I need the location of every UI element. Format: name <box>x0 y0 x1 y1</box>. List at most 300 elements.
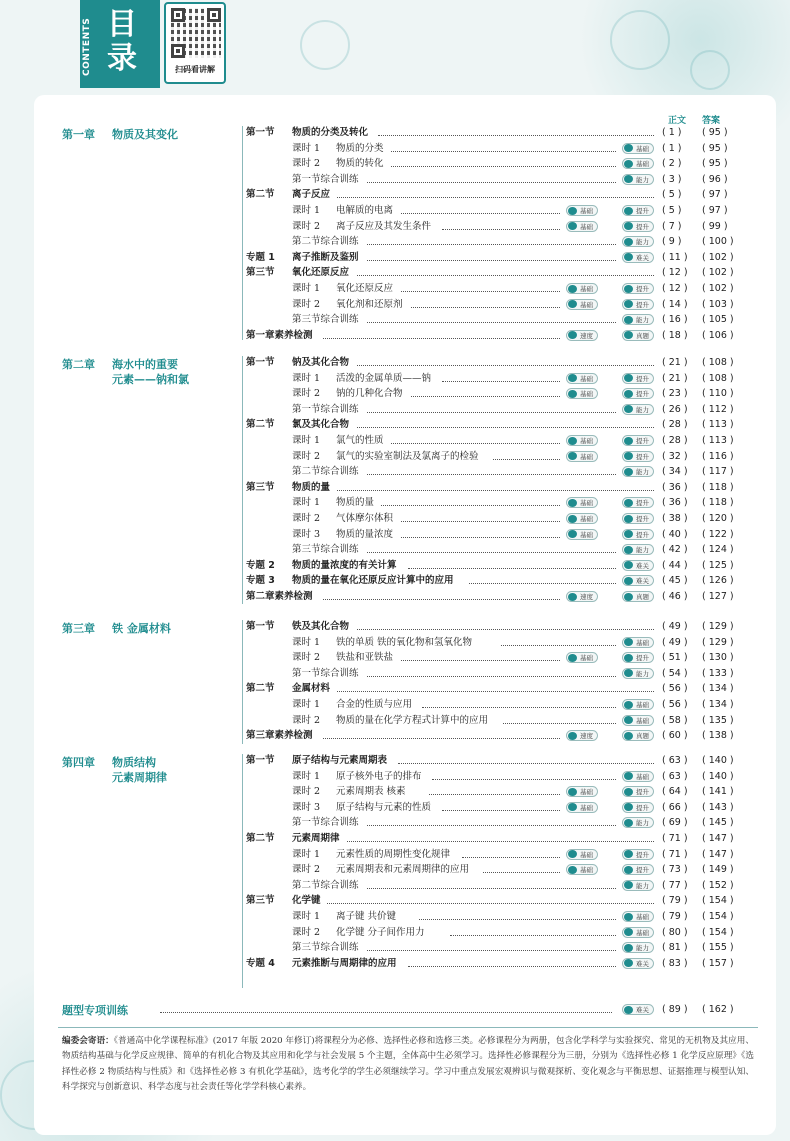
tag-nengli: 能力 <box>622 544 654 555</box>
page-number-main: ( 21 ) <box>662 357 688 368</box>
toc-row[interactable] <box>246 156 760 171</box>
toc-row[interactable] <box>246 558 760 573</box>
page-number-main: ( 66 ) <box>662 801 688 813</box>
tag-tisheng: 提升 <box>622 388 654 399</box>
tag-sudu: 速度 <box>566 591 598 602</box>
leader-dots <box>357 275 654 276</box>
tag-nanguan: 难关 <box>622 252 654 263</box>
toc-row[interactable] <box>246 542 760 557</box>
tag-jichu: 基础 <box>566 283 598 294</box>
page-number-answer: ( 152 ) <box>702 879 734 891</box>
tag-jichu: 基础 <box>566 849 598 860</box>
entry-title: 铁的单质 铁的氧化物和氢氧化物 <box>336 636 473 648</box>
leader-dots <box>401 537 560 538</box>
toc-row[interactable] <box>246 187 760 202</box>
entry-title: 物质的量 <box>292 481 331 493</box>
page-number-main: ( 80 ) <box>662 926 688 938</box>
lesson-label: 课时 1 <box>292 497 321 509</box>
toc-row[interactable] <box>246 728 760 743</box>
page-number-main: ( 5 ) <box>662 189 682 201</box>
entry-title: 物质的转化 <box>336 158 384 170</box>
lesson-label: 课时 2 <box>292 158 321 170</box>
page-number-main: ( 79 ) <box>662 895 688 907</box>
tag-jichu: 基础 <box>622 911 654 922</box>
entry-title: 元素周期律 <box>292 833 340 844</box>
page-title <box>100 8 144 76</box>
leader-dots <box>337 197 654 198</box>
leader-dots <box>419 919 616 920</box>
leader-dots <box>411 307 560 308</box>
toc-row[interactable] <box>246 371 760 386</box>
tag-jichu: 基础 <box>566 513 598 524</box>
section-label: 第三节 <box>246 481 275 493</box>
chapter-title: 海水中的重要 <box>112 358 178 371</box>
tag-zhenti: 真题 <box>622 730 654 741</box>
page-number-answer: ( 120 ) <box>702 513 734 524</box>
section-label: 第二节 <box>246 189 275 201</box>
page-number-answer: ( 143 ) <box>702 801 734 813</box>
page-number-main: ( 40 ) <box>662 528 688 540</box>
toc-row[interactable] <box>246 697 760 712</box>
leader-dots <box>357 629 654 630</box>
tag-nengli: 能力 <box>622 942 654 953</box>
leader-dots <box>442 229 560 230</box>
entry-title: 物质的量在氧化还原反应计算中的应用 <box>292 575 454 587</box>
leader-dots <box>323 338 560 339</box>
section-label: 第二节 <box>246 683 275 695</box>
lesson-label: 课时 1 <box>292 699 321 710</box>
leader-dots <box>391 443 560 444</box>
toc-row[interactable] <box>246 464 760 479</box>
tag-jichu: 基础 <box>622 699 654 710</box>
page-number-main: ( 89 ) <box>662 1004 688 1015</box>
toc-row[interactable] <box>246 956 760 971</box>
toc-row[interactable] <box>246 862 760 877</box>
section-label: 第三节 <box>246 267 275 279</box>
entry-title: 金属材料 <box>292 683 331 695</box>
qr-code-card[interactable] <box>164 2 226 84</box>
page-number-answer: ( 117 ) <box>702 466 734 478</box>
lesson-label: 课时 2 <box>292 714 321 726</box>
page-number-main: ( 51 ) <box>662 652 688 664</box>
toc-row[interactable] <box>246 769 760 784</box>
page-number-answer: ( 103 ) <box>702 298 734 310</box>
column-head-main: 正文 <box>668 116 687 126</box>
page-number-answer: ( 112 ) <box>702 403 734 415</box>
toc-row[interactable] <box>246 355 760 370</box>
toc-row[interactable] <box>246 449 760 464</box>
tag-jichu: 基础 <box>622 158 654 169</box>
entry-title: 元素性质的周期性变化规律 <box>336 848 451 860</box>
leader-dots <box>337 490 654 491</box>
toc-row[interactable] <box>246 713 760 728</box>
page-number-main: ( 54 ) <box>662 667 688 679</box>
page-number-main: ( 42 ) <box>662 544 688 556</box>
entry-title: 氧化还原反应 <box>336 283 394 294</box>
section-label: 第三节 <box>246 895 275 907</box>
lesson-label: 课时 2 <box>292 450 321 462</box>
chapter-title-line2: 元素——钠和氯 <box>112 373 189 386</box>
page-number-answer: ( 127 ) <box>702 591 734 602</box>
toc-row[interactable] <box>246 402 760 417</box>
page-number-answer: ( 134 ) <box>702 683 734 695</box>
page-number-main: ( 64 ) <box>662 786 688 798</box>
entry-title: 物质的量浓度 <box>336 528 394 540</box>
page-number-main: ( 71 ) <box>662 848 688 860</box>
section-label: 第三章素养检测 <box>246 730 313 742</box>
page-number-main: ( 34 ) <box>662 466 688 478</box>
page-number-answer: ( 95 ) <box>702 158 728 170</box>
leader-dots <box>391 151 616 152</box>
toc-row[interactable] <box>246 784 760 799</box>
tag-jichu: 基础 <box>566 221 598 232</box>
page-number-answer: ( 105 ) <box>702 314 734 326</box>
tag-nengli: 能力 <box>622 880 654 891</box>
page-number-main: ( 28 ) <box>662 419 688 431</box>
page-number-main: ( 79 ) <box>662 911 688 922</box>
entry-title: 原子结构与元素周期表 <box>292 755 388 766</box>
page-number-main: ( 18 ) <box>662 329 688 341</box>
tag-nanguan: 难关 <box>622 560 654 571</box>
page-number-answer: ( 122 ) <box>702 528 734 540</box>
page-number-main: ( 49 ) <box>662 621 688 632</box>
entry-title: 合金的性质与应用 <box>336 699 413 710</box>
leader-dots <box>323 599 560 600</box>
page-number-answer: ( 95 ) <box>702 127 728 138</box>
leader-dots <box>367 474 616 475</box>
leader-dots <box>401 291 560 292</box>
tag-jichu: 基础 <box>566 652 598 663</box>
leader-dots <box>408 568 616 569</box>
leader-dots <box>483 872 560 873</box>
entry-title: 物质的分类及转化 <box>292 127 369 138</box>
leader-dots <box>401 213 560 214</box>
page-number-answer: ( 113 ) <box>702 419 734 431</box>
leader-dots <box>367 412 616 413</box>
leader-dots <box>367 552 616 553</box>
page-number-main: ( 49 ) <box>662 636 688 648</box>
leader-dots <box>381 505 560 506</box>
lesson-label: 课时 1 <box>292 848 321 860</box>
entry-title: 第二节综合训练 <box>292 236 359 248</box>
toc-row[interactable] <box>246 125 760 140</box>
tag-nengli: 能力 <box>622 668 654 679</box>
page-number-answer: ( 116 ) <box>702 450 734 462</box>
toc-row[interactable] <box>246 940 760 955</box>
section-label: 第一节 <box>246 621 275 632</box>
entry-title: 钠的几种化合物 <box>336 388 403 400</box>
entry-title: 物质的量浓度的有关计算 <box>292 559 397 571</box>
page-number-answer: ( 96 ) <box>702 173 728 185</box>
page-number-main: ( 71 ) <box>662 833 688 844</box>
tag-nengli: 能力 <box>622 236 654 247</box>
page-number-answer: ( 147 ) <box>702 848 734 860</box>
toc-row[interactable] <box>246 650 760 665</box>
toc-row[interactable] <box>246 527 760 542</box>
decorative-ring <box>690 50 730 90</box>
toc-row[interactable] <box>246 250 760 265</box>
entry-title: 第三节综合训练 <box>292 314 359 326</box>
divider <box>58 1027 758 1028</box>
lesson-label: 课时 1 <box>292 770 321 782</box>
toc-row[interactable] <box>246 753 760 768</box>
entry-title: 铁盐和亚铁盐 <box>336 652 394 664</box>
page-number-main: ( 63 ) <box>662 770 688 782</box>
tag-jichu: 基础 <box>566 529 598 540</box>
chapter-2-heading[interactable] <box>62 357 232 387</box>
leader-dots <box>367 825 616 826</box>
page-number-answer: ( 110 ) <box>702 388 734 400</box>
page-number-main: ( 26 ) <box>662 403 688 415</box>
toc-row[interactable] <box>246 511 760 526</box>
toc-row[interactable] <box>246 219 760 234</box>
entry-title: 氯及其化合物 <box>292 419 350 431</box>
page-number-main: ( 46 ) <box>662 591 688 602</box>
tag-jichu: 基础 <box>566 299 598 310</box>
lesson-label: 课时 1 <box>292 911 321 922</box>
section-label: 第一章素养检测 <box>246 329 313 341</box>
tag-jichu: 基础 <box>622 637 654 648</box>
leader-dots <box>391 166 616 167</box>
toc-row[interactable] <box>246 815 760 830</box>
page-number-answer: ( 149 ) <box>702 864 734 876</box>
page-number-main: ( 9 ) <box>662 236 682 248</box>
chapter-title: 物质及其变化 <box>112 128 178 141</box>
leader-dots <box>411 396 560 397</box>
page-number-answer: ( 154 ) <box>702 911 734 922</box>
page-number-answer: ( 147 ) <box>702 833 734 844</box>
toc-row[interactable] <box>246 281 760 296</box>
toc-row[interactable] <box>246 480 760 495</box>
chapter-3-heading[interactable] <box>62 621 232 636</box>
page-number-main: ( 2 ) <box>662 158 682 170</box>
entry-title: 原子核外电子的排布 <box>336 770 422 782</box>
page-number-answer: ( 97 ) <box>702 205 728 216</box>
leader-dots <box>367 182 616 183</box>
toc-row[interactable] <box>246 297 760 312</box>
page-number-main: ( 56 ) <box>662 699 688 710</box>
toc-row[interactable] <box>246 878 760 893</box>
entry-title: 物质的量在化学方程式计算中的应用 <box>336 714 489 726</box>
page-number-main: ( 5 ) <box>662 205 682 216</box>
page-number-answer: ( 125 ) <box>702 559 734 571</box>
tag-jichu: 基础 <box>622 771 654 782</box>
leader-dots <box>493 459 560 460</box>
page-number-main: ( 7 ) <box>662 220 682 232</box>
page-number-answer: ( 145 ) <box>702 817 734 829</box>
tag-tisheng: 提升 <box>622 205 654 216</box>
leader-dots <box>357 365 654 366</box>
tag-nengli: 能力 <box>622 314 654 325</box>
note-lead: 编委会寄语： <box>62 1036 114 1046</box>
lesson-label: 课时 2 <box>292 513 321 524</box>
entry-title: 氧化剂和还原剂 <box>336 298 403 310</box>
page-number-answer: ( 113 ) <box>702 435 734 446</box>
leader-dots <box>442 381 560 382</box>
entry-title: 物质的量 <box>336 497 375 509</box>
page-number-answer: ( 95 ) <box>702 142 728 154</box>
page-number-main: ( 12 ) <box>662 267 688 279</box>
section-label: 第二节 <box>246 419 275 431</box>
toc-row[interactable] <box>246 312 760 327</box>
leader-dots <box>398 763 654 764</box>
leader-dots <box>367 244 616 245</box>
page-number-answer: ( 133 ) <box>702 667 734 679</box>
page-number-answer: ( 141 ) <box>702 786 734 798</box>
toc-row[interactable] <box>246 893 760 908</box>
leader-dots <box>469 583 616 584</box>
toc-row[interactable] <box>246 172 760 187</box>
entry-title: 气体摩尔体积 <box>336 513 394 524</box>
toc-row[interactable] <box>246 573 760 588</box>
page-number-answer: ( 106 ) <box>702 329 734 341</box>
entry-title: 氯气的实验室制法及氯离子的检验 <box>336 450 479 462</box>
entry-title: 钠及其化合物 <box>292 357 350 368</box>
chapter-number: 第一章 <box>62 128 95 141</box>
tag-nengli: 能力 <box>622 404 654 415</box>
page-number-answer: ( 155 ) <box>702 942 734 954</box>
tag-jichu: 基础 <box>566 373 598 384</box>
page-number-answer: ( 108 ) <box>702 372 734 384</box>
section-label: 专题 1 <box>246 251 275 263</box>
lesson-label: 课时 3 <box>292 801 321 813</box>
toc-row[interactable] <box>246 909 760 924</box>
tag-nanguan: 难关 <box>622 958 654 969</box>
lesson-label: 课时 1 <box>292 636 321 648</box>
toc-row[interactable] <box>246 681 760 696</box>
tag-nanguan: 难关 <box>622 575 654 586</box>
lesson-label: 课时 2 <box>292 298 321 310</box>
page-number-answer: ( 138 ) <box>702 730 734 742</box>
chapter-4-heading[interactable] <box>62 755 232 785</box>
entry-title: 第一节综合训练 <box>292 403 359 415</box>
page-number-answer: ( 140 ) <box>702 770 734 782</box>
tag-jichu: 基础 <box>566 451 598 462</box>
toc-row[interactable] <box>246 433 760 448</box>
page-number-main: ( 60 ) <box>662 730 688 742</box>
toc-row[interactable] <box>246 141 760 156</box>
leader-dots <box>501 645 616 646</box>
page-number-main: ( 44 ) <box>662 559 688 571</box>
toc-row[interactable] <box>246 635 760 650</box>
toc-row[interactable] <box>246 831 760 846</box>
toc-row[interactable] <box>246 328 760 343</box>
special-training-title[interactable]: 题型专项训练 <box>62 1004 128 1017</box>
chapter-title-line2: 元素周期律 <box>112 771 167 784</box>
tag-jichu: 基础 <box>622 927 654 938</box>
page-number-answer: ( 97 ) <box>702 189 728 201</box>
leader-dots <box>442 810 560 811</box>
chapter-1-divider <box>242 126 243 340</box>
page-number-answer: ( 118 ) <box>702 497 734 509</box>
section-label: 第一节 <box>246 127 275 138</box>
editorial-note <box>62 1034 754 1095</box>
leader-dots <box>503 723 616 724</box>
entry-title: 氯气的性质 <box>336 435 384 446</box>
toc-row[interactable] <box>246 666 760 681</box>
lesson-label: 课时 1 <box>292 142 321 154</box>
leader-dots <box>367 322 616 323</box>
page-number-main: ( 16 ) <box>662 314 688 326</box>
chapter-title: 铁 金属材料 <box>112 622 171 635</box>
page-number-answer: ( 129 ) <box>702 636 734 648</box>
leader-dots <box>401 521 560 522</box>
section-label: 第一节 <box>246 755 275 766</box>
entry-title: 第二节综合训练 <box>292 879 359 891</box>
section-label: 专题 3 <box>246 575 275 587</box>
entry-title: 氧化还原反应 <box>292 267 350 279</box>
page-number-answer: ( 130 ) <box>702 652 734 664</box>
tag-tisheng: 提升 <box>622 802 654 813</box>
leader-dots <box>432 779 616 780</box>
toc-row[interactable] <box>246 265 760 280</box>
leader-dots <box>347 841 654 842</box>
page-number-main: ( 45 ) <box>662 575 688 587</box>
toc-row[interactable] <box>246 234 760 249</box>
page-number-main: ( 23 ) <box>662 388 688 400</box>
decorative-ring <box>610 10 670 70</box>
leader-dots <box>357 427 654 428</box>
page-number-main: ( 14 ) <box>662 298 688 310</box>
lesson-label: 课时 2 <box>292 926 321 938</box>
tag-tisheng: 提升 <box>622 451 654 462</box>
entry-title: 第三节综合训练 <box>292 942 359 954</box>
entry-title: 铁及其化合物 <box>292 621 350 632</box>
toc-row[interactable] <box>246 495 760 510</box>
page-number-answer: ( 124 ) <box>702 544 734 556</box>
tag-tisheng: 提升 <box>622 435 654 446</box>
lesson-label: 课时 2 <box>292 652 321 664</box>
toc-row[interactable] <box>246 417 760 432</box>
lesson-label: 课时 2 <box>292 388 321 400</box>
toc-row[interactable] <box>246 386 760 401</box>
entry-title: 第一节综合训练 <box>292 173 359 185</box>
page-number-answer: ( 100 ) <box>702 236 734 248</box>
leader-dots <box>408 966 616 967</box>
tag-nengli: 能力 <box>622 174 654 185</box>
tag-jichu: 基础 <box>566 497 598 508</box>
leader-dots <box>367 888 616 889</box>
page-number-answer: ( 102 ) <box>702 283 734 294</box>
chapter-title: 物质结构 <box>112 756 156 769</box>
difficulty-tag: 难关 <box>622 1004 654 1015</box>
page-number-answer: ( 102 ) <box>702 251 734 263</box>
tag-tisheng: 提升 <box>622 283 654 294</box>
tag-sudu: 速度 <box>566 330 598 341</box>
page-number-main: ( 3 ) <box>662 173 682 185</box>
chapter-number: 第二章 <box>62 358 95 371</box>
entry-title: 电解质的电离 <box>336 205 394 216</box>
decorative-ring <box>300 20 350 70</box>
page-number-answer: ( 118 ) <box>702 481 734 493</box>
leader-dots <box>450 935 616 936</box>
tag-tisheng: 提升 <box>622 221 654 232</box>
page-number-main: ( 28 ) <box>662 435 688 446</box>
section-label: 第一节 <box>246 357 275 368</box>
page-number-answer: ( 134 ) <box>702 699 734 710</box>
tag-sudu: 速度 <box>566 730 598 741</box>
toc-row[interactable] <box>246 925 760 940</box>
toc-row[interactable] <box>246 619 760 634</box>
section-label: 专题 4 <box>246 957 275 969</box>
qr-label: 扫码看讲解 <box>175 65 215 74</box>
page-number-answer: ( 129 ) <box>702 621 734 632</box>
toc-row[interactable] <box>246 203 760 218</box>
toc-row[interactable] <box>246 589 760 604</box>
chapter-1-heading[interactable] <box>62 127 232 142</box>
toc-row[interactable] <box>246 847 760 862</box>
toc-row[interactable] <box>246 800 760 815</box>
